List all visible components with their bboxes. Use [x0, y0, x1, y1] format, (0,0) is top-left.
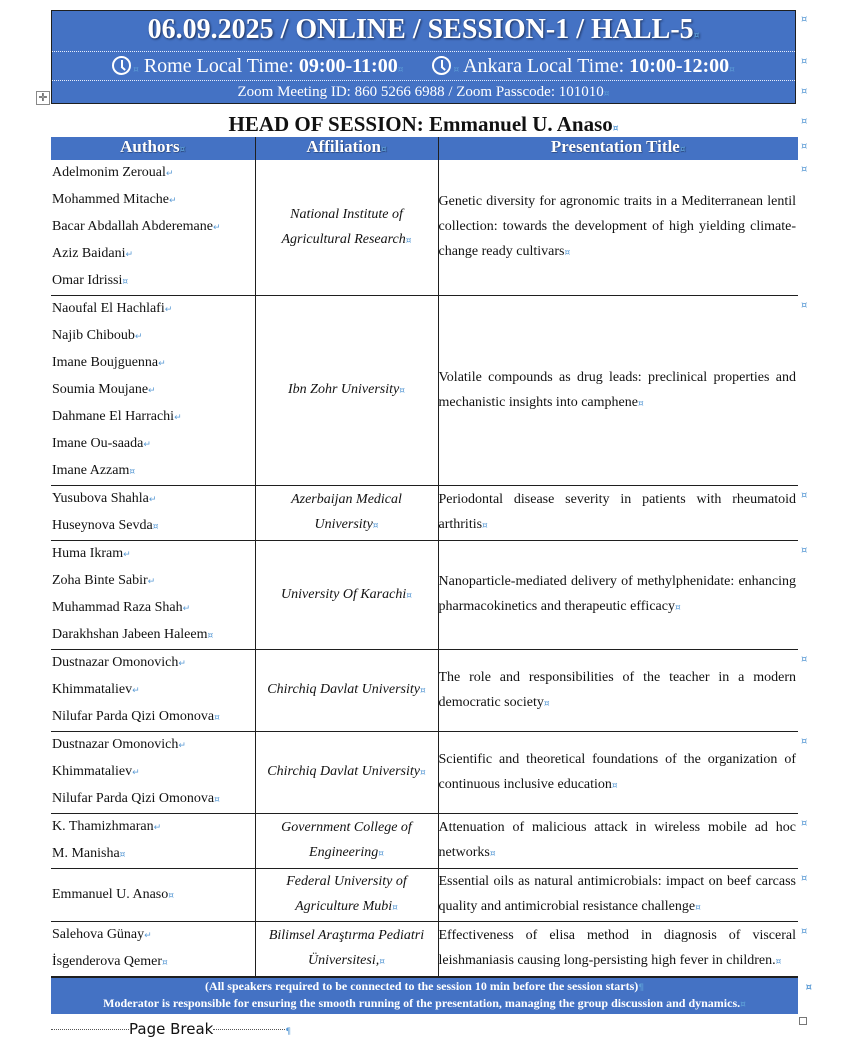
presentation-title-text: Genetic diversity for agronomic traits in a Mediterranean lentil collection: towards the development of high yielding climate-change ready cultivars: [438, 194, 796, 259]
session-table: [51, 137, 798, 976]
cell-end-mark: ¤: [419, 686, 426, 696]
author-name: [51, 486, 255, 513]
cell-end-mark: ¤: [603, 89, 610, 99]
cell-end-mark: ¤: [693, 31, 700, 41]
end-of-cell-marker: [799, 1017, 807, 1025]
author-name: [51, 160, 255, 187]
author-name: [51, 622, 255, 649]
author-name-text: Khimmataliev: [52, 682, 133, 697]
cell-end-mark: ¤: [392, 903, 398, 913]
row-end-mark: ¤: [801, 736, 808, 747]
authors-cell: [51, 160, 255, 296]
author-name: [51, 513, 255, 540]
presentation-title-text: Essential oils as natural antimicrobials: impact on beef carcass quality and antimicrobial resistance challenge: [438, 874, 796, 914]
authors-cell: [51, 541, 255, 650]
author-name: [51, 214, 255, 241]
author-name-text: Yusubova Shahla: [52, 491, 149, 506]
column-header-title: [438, 137, 798, 160]
column-header-text: Presentation Title: [550, 137, 680, 156]
line-break-mark: ↵: [178, 659, 186, 669]
author-name-text: Nilufar Parda Qizi Omonova: [52, 709, 215, 724]
footer-line-2-text: Moderator is responsible for ensuring the smooth running of the presentation, managing the group discussion and dynamics.: [103, 996, 741, 1010]
author-name-text: Imane Azzam: [52, 463, 130, 478]
author-name-text: M. Manisha: [52, 846, 120, 861]
affiliation-text: Bilimsel Araştırma Pediatri Üniversitesi,: [268, 928, 425, 968]
authors-cell: [51, 486, 255, 541]
cell-end-mark: ¤: [399, 386, 405, 396]
author-name-text: Dustnazar Omonovich: [52, 655, 179, 670]
row-end-mark: ¤: [801, 56, 808, 67]
author-name: [51, 650, 255, 677]
author-name: [51, 541, 255, 568]
cell-end-mark: ¤: [740, 1000, 746, 1010]
after-table-block: [51, 976, 812, 1041]
line-break-mark: ↵: [165, 169, 174, 179]
author-name: [51, 814, 255, 841]
ankara-label: Ankara Local Time:: [463, 55, 625, 77]
author-name-text: İsgenderova Qemer: [52, 954, 163, 969]
author-name-text: K. Thamizhmaran: [52, 819, 154, 834]
author-name-text: Naoufal El Hachlafi: [52, 301, 165, 316]
authors-cell: [51, 650, 255, 732]
cell-end-mark: ¤: [612, 124, 619, 134]
presentation-title-text: Attenuation of malicious attack in wireless mobile ad hoc networks: [438, 820, 796, 860]
affiliation-text: Government College of Engineering: [281, 820, 412, 860]
cell-end-mark: ¤: [378, 849, 384, 859]
author-name: [51, 268, 255, 295]
row-end-mark: ¤: [801, 490, 808, 501]
affiliation-cell: [255, 541, 438, 650]
table-row: [51, 541, 798, 650]
cell-end-mark: ¤: [695, 903, 701, 913]
cell-end-mark: ¤: [207, 631, 214, 641]
author-name-text: Huma Ikram: [52, 546, 124, 561]
table-body: [51, 160, 798, 976]
author-name-text: Khimmataliev: [52, 764, 133, 779]
presentation-title-cell: [438, 160, 798, 296]
presentation-title-text: Nanoparticle-mediated delivery of methylphenidate: enhancing pharmacokinetics and therapeutic efficacy: [438, 574, 796, 614]
line-break-mark: ↵: [212, 223, 221, 233]
clock-icon: [432, 56, 451, 75]
line-break-mark: ↵: [182, 604, 191, 614]
table-row: [51, 814, 798, 869]
line-break-mark: ↵: [169, 196, 177, 206]
author-name: [51, 296, 255, 323]
zoom-info-row: [52, 82, 795, 102]
author-name-text: Zoha Binte Sabir: [52, 573, 148, 588]
author-name-text: Imane Boujguenna: [52, 355, 159, 370]
affiliation-cell: [255, 486, 438, 541]
author-name-text: Nilufar Parda Qizi Omonova: [52, 791, 215, 806]
cell-end-mark: ¤: [379, 957, 385, 967]
affiliation-cell: [255, 869, 438, 922]
presentation-title-text: The role and responsibilities of the teacher in a modern democratic society: [438, 669, 796, 710]
cell-end-mark: ¤: [674, 603, 681, 613]
affiliation-text: Federal University of Agriculture Mubi: [286, 874, 407, 914]
zoom-info: Zoom Meeting ID: 860 5266 6988 / Zoom Passcode: 101010: [237, 84, 604, 100]
line-break-mark: ↵: [148, 386, 156, 396]
line-break-mark: ↵: [158, 359, 166, 369]
authors-cell: [51, 814, 255, 869]
cell-end-mark: ¤: [214, 795, 220, 805]
line-break-mark: ↵: [178, 741, 186, 751]
paragraph-mark: ¶: [285, 1027, 292, 1037]
author-name: [51, 759, 255, 786]
author-name: [51, 677, 255, 704]
author-name: [51, 704, 255, 731]
author-name: [51, 431, 255, 458]
row-end-mark: ¤: [801, 14, 808, 25]
paragraph-mark: ¶: [638, 983, 645, 993]
author-name-text: Muhammad Raza Shah: [52, 600, 183, 615]
row-end-mark: ¤: [801, 545, 808, 556]
line-break-mark: ↵: [123, 550, 131, 560]
author-name: [51, 187, 255, 214]
presentation-title-cell: [438, 296, 798, 486]
affiliation-text: Chirchiq Davlat University: [267, 764, 420, 779]
session-footer: [51, 976, 812, 1014]
cell-end-mark: ¤: [453, 65, 460, 75]
author-name-text: Adelmonim Zeroual: [52, 165, 166, 180]
cell-end-mark: ¤: [397, 65, 404, 75]
author-name: [51, 922, 255, 949]
author-name: [51, 241, 255, 268]
presentation-title-text: Volatile compounds as drug leads: preclinical properties and mechanistic insights into camphene: [438, 369, 796, 410]
column-header-text: Authors: [120, 137, 180, 156]
cell-end-mark: ¤: [489, 849, 496, 859]
author-name-text: Aziz Baidani: [52, 246, 126, 261]
row-end-mark: ¤: [801, 818, 808, 829]
line-break-mark: ↵: [148, 495, 157, 505]
presentation-title-cell: [438, 732, 798, 814]
cell-end-mark: ¤: [419, 768, 426, 778]
page-break-line: [213, 1029, 285, 1030]
page-break-label: Page Break: [129, 1020, 214, 1038]
cell-end-mark: ¤: [380, 145, 387, 155]
presentation-title-text: Effectiveness of elisa method in diagnosis of visceral leishmaniasis causing long-persisting high fever in children.: [438, 928, 796, 968]
line-break-mark: ↵: [143, 440, 151, 450]
author-name: [51, 377, 255, 404]
author-name: [51, 949, 255, 976]
table-row: [51, 650, 798, 732]
row-end-mark: ¤: [801, 926, 808, 937]
session-header: [51, 10, 796, 104]
author-name: [51, 595, 255, 622]
author-name-text: Imane Ou-saada: [52, 436, 144, 451]
rome-label: Rome Local Time:: [143, 55, 294, 77]
presentation-title-cell: [438, 650, 798, 732]
cell-end-mark: ¤: [119, 850, 126, 860]
author-name: [51, 350, 255, 377]
author-name: [51, 841, 255, 868]
session-title: [52, 13, 795, 47]
authors-cell: [51, 869, 255, 922]
affiliation-cell: [255, 922, 438, 977]
cell-end-mark: ¤: [543, 698, 550, 709]
presentation-title-cell: [438, 541, 798, 650]
footer-line-1-text: (All speakers required to be connected to the session 10 min before the session starts): [204, 979, 639, 993]
cell-end-mark: ¤: [482, 521, 488, 531]
presentation-title-text: Periodontal disease severity in patients with rheumatoid arthritis: [438, 492, 796, 532]
table-header-row: [51, 137, 798, 160]
authors-cell: [51, 296, 255, 486]
author-name-text: Omar Idrissi: [52, 273, 123, 288]
cell-end-mark: ¤: [122, 277, 129, 287]
presentation-title-cell: [438, 922, 798, 977]
cell-end-mark: ¤: [637, 398, 644, 409]
column-header-text: Affiliation: [306, 137, 381, 156]
affiliation-text: Chirchiq Davlat University: [267, 682, 420, 697]
author-name: [51, 732, 255, 759]
table-row: [51, 296, 798, 486]
row-end-mark: ¤: [801, 164, 808, 175]
column-header-affiliation: [255, 137, 438, 160]
line-break-mark: ↵: [134, 332, 143, 342]
footer-line-1: [51, 979, 798, 996]
affiliation-text: National Institute of Agricultural Research: [281, 206, 406, 247]
author-name-text: Dustnazar Omonovich: [52, 737, 179, 752]
presentation-title-cell: [438, 486, 798, 541]
author-name-text: Dahmane El Harrachi: [52, 409, 175, 424]
affiliation-cell: [255, 160, 438, 296]
table-row: [51, 732, 798, 814]
cell-end-mark: ¤: [372, 521, 379, 531]
row-end-mark: ¤: [801, 116, 808, 127]
page-break: [51, 1020, 798, 1041]
author-name-text: Huseynova Sevda: [52, 518, 153, 533]
presentation-title-text: Scientific and theoretical foundations of the organization of continuous inclusive education: [438, 751, 796, 792]
cell-end-mark: ¤: [564, 248, 571, 258]
cell-end-mark: ¤: [133, 65, 139, 75]
author-name-text: Najib Chiboub: [52, 328, 135, 343]
authors-cell: [51, 732, 255, 814]
affiliation-cell: [255, 296, 438, 486]
author-name: [51, 786, 255, 813]
affiliation-cell: [255, 814, 438, 869]
row-end-mark: ¤: [805, 982, 812, 993]
author-name-text: Emmanuel U. Anaso: [52, 886, 169, 902]
table-row: [51, 160, 798, 296]
rome-time: 09:00-11:00: [298, 55, 398, 77]
line-break-mark: ↵: [132, 686, 140, 696]
row-end-mark: ¤: [801, 654, 808, 665]
affiliation-cell: [255, 732, 438, 814]
table-move-handle[interactable]: ✛: [36, 91, 50, 105]
cell-end-mark: ¤: [611, 780, 618, 791]
author-name: [51, 323, 255, 350]
authors-cell: [51, 922, 255, 977]
author-name: [51, 404, 255, 431]
cell-end-mark: ¤: [406, 590, 412, 601]
cell-end-mark: ¤: [775, 957, 782, 967]
line-break-mark: ↵: [144, 931, 152, 941]
table-row: [51, 922, 798, 977]
cell-end-mark: ¤: [179, 145, 186, 155]
line-break-mark: ↵: [153, 823, 162, 833]
affiliation-text: Ibn Zohr University: [288, 382, 400, 397]
rome-time-group: [112, 52, 403, 84]
affiliation-text: Azerbaijan Medical University: [291, 492, 402, 532]
row-end-mark: ¤: [801, 86, 808, 97]
cell-end-mark: ¤: [405, 235, 412, 246]
cell-end-mark: ¤: [152, 522, 159, 532]
column-header-authors: [51, 137, 255, 160]
table-row: [51, 869, 798, 922]
footer-line-2: [51, 996, 798, 1013]
author-name: [51, 568, 255, 595]
cell-end-mark: ¤: [162, 958, 168, 968]
clock-icon: [112, 56, 131, 75]
session-title-text: 06.09.2025 / ONLINE / SESSION-1 / HALL-5: [147, 14, 694, 45]
author-name-text: Darakhshan Jabeen Haleem: [52, 627, 208, 642]
author-name-text: Soumia Moujane: [52, 382, 149, 397]
cell-end-mark: ¤: [214, 713, 220, 723]
cell-end-mark: ¤: [168, 890, 174, 901]
line-break-mark: ↵: [147, 577, 156, 587]
row-end-mark: ¤: [801, 873, 808, 884]
time-row: [52, 51, 795, 81]
ankara-time-group: [432, 52, 734, 84]
line-break-mark: ↵: [164, 305, 173, 315]
presentation-title-cell: [438, 869, 798, 922]
page-break-line: [51, 1029, 129, 1030]
cell-end-mark: ¤: [729, 65, 735, 75]
presentation-title-cell: [438, 814, 798, 869]
ankara-time: 10:00-12:00: [629, 55, 730, 77]
table-row: [51, 486, 798, 541]
affiliation-cell: [255, 650, 438, 732]
author-name: [51, 458, 255, 485]
author-name-text: Bacar Abdallah Abderemane: [52, 219, 213, 234]
cell-end-mark: ¤: [129, 467, 136, 477]
cell-end-mark: ¤: [679, 145, 686, 155]
author-name: [51, 882, 255, 909]
row-end-mark: ¤: [801, 300, 808, 311]
line-break-mark: ↵: [125, 250, 134, 260]
affiliation-text: University Of Karachi: [281, 586, 407, 602]
row-end-mark: ¤: [801, 141, 808, 152]
head-of-session-text: HEAD OF SESSION: Emmanuel U. Anaso: [228, 112, 613, 136]
author-name-text: Mohammed Mitache: [52, 192, 170, 207]
line-break-mark: ↵: [132, 768, 140, 778]
line-break-mark: ↵: [174, 413, 182, 423]
author-name-text: Salehova Günay: [52, 927, 145, 942]
